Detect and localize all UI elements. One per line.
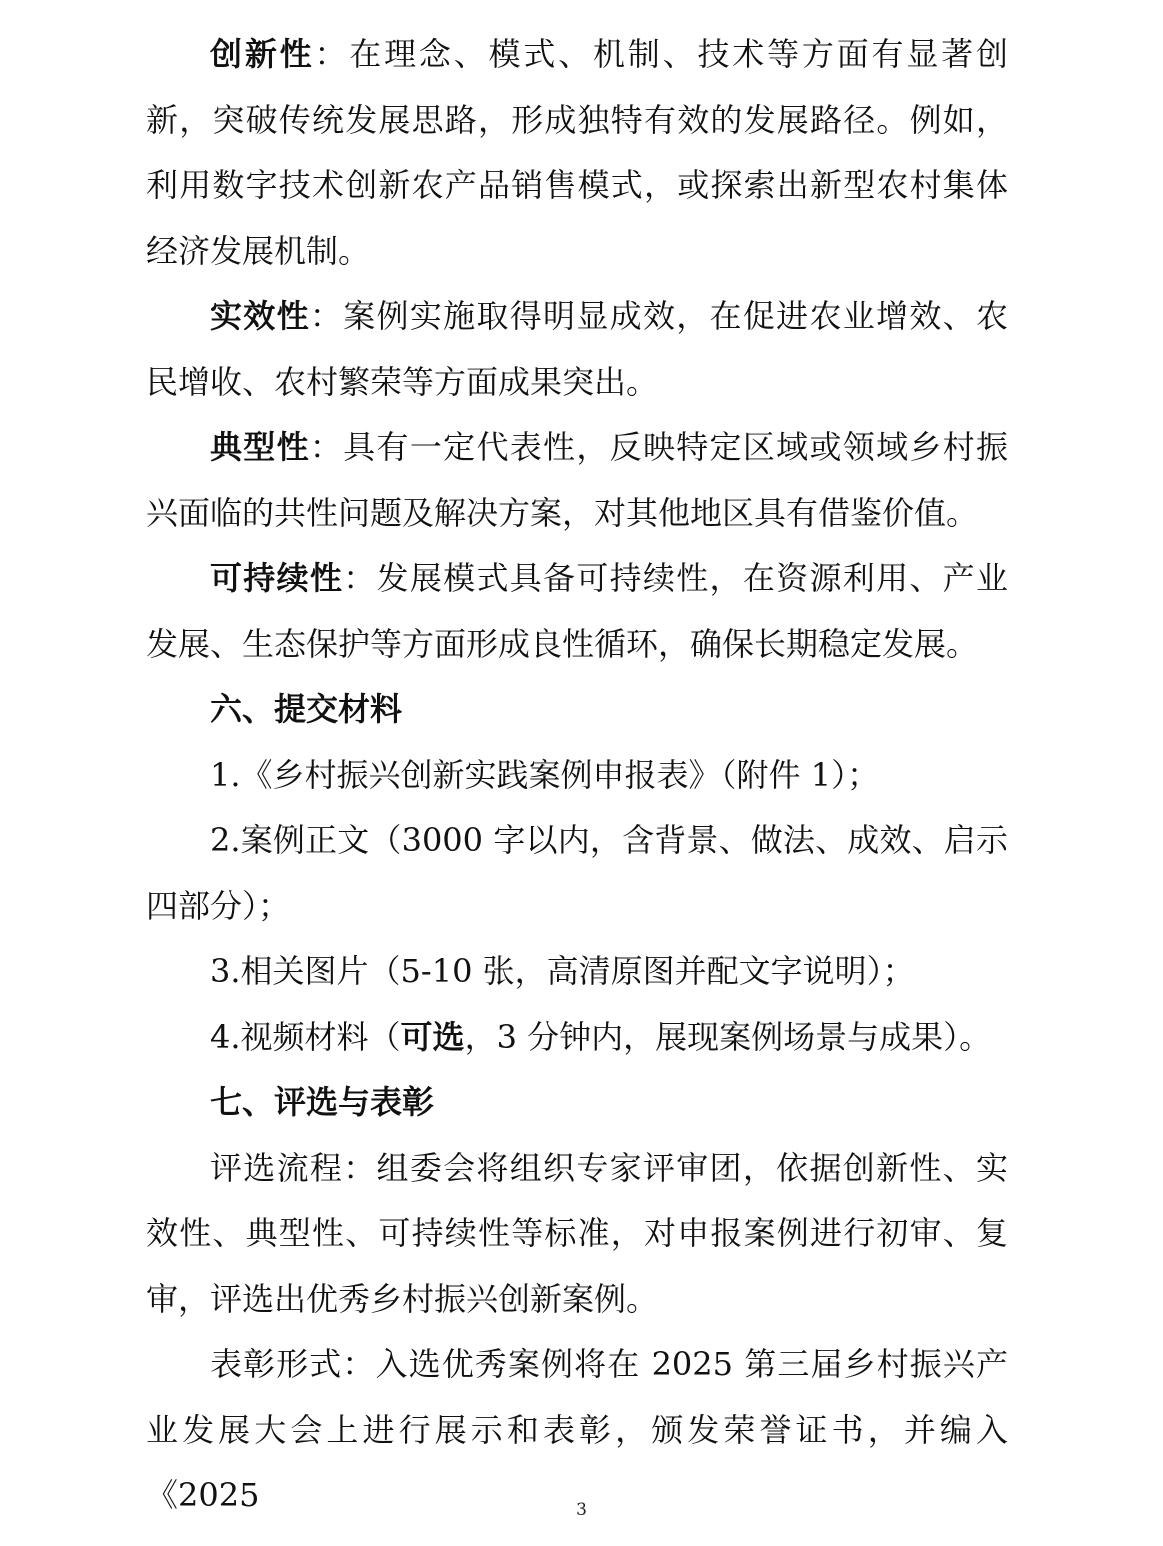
material-item-2: 2.案例正文（3000 字以内，含背景、做法、成效、启示四部分）； (146, 821, 1008, 925)
document-body (146, 22, 1008, 1529)
commendation-form: 表彰形式：入选优秀案例将在 2025 第三届乡村振兴产业发展大会上进行展示和表彰，颁发荣誉证书，并编入《2025 (146, 1345, 1008, 1514)
material-item-1: 1.《乡村振兴创新实践案例申报表》（附件 1）； (210, 755, 880, 794)
criterion-colon: ： (314, 35, 350, 73)
criterion-colon: ： (343, 559, 377, 597)
criterion-colon: ： (309, 428, 344, 466)
section7-heading: 七、评选与表彰 (210, 1083, 435, 1121)
criterion-colon: ： (309, 297, 344, 335)
criterion-term: 实效性 (210, 297, 310, 335)
criterion-text: 案例实施取得明显成效，在促进农业增效、农民增收、农村繁荣等方面成果突出。 (146, 297, 1008, 401)
criterion-sustainability (146, 546, 1008, 677)
selection-process: 评选流程：组委会将组织专家评审团，依据创新性、实效性、典型性、可持续性等标准，对申报案例进行初审、复审，评选出优秀乡村振兴创新案例。 (146, 1148, 1008, 1318)
item4-after: ，3 分钟内，展现案例场景与成果）。 (464, 1017, 992, 1056)
criterion-term: 可持续性 (210, 559, 344, 597)
criterion-text: 发展模式具备可持续性，在资源利用、产业发展、生态保护等方面形成良性循环，确保长期稳定发展。 (146, 559, 1008, 663)
item4-optional: 可选 (400, 1017, 465, 1056)
page-number: 3 (576, 1500, 587, 1520)
material-item-3: 3.相关图片（5-10 张，高清原图并配文字说明）； (210, 952, 915, 990)
item4-before: 4.视频材料（ (210, 1017, 401, 1056)
criterion-innovation (146, 22, 1008, 284)
material-item-4 (146, 1005, 1008, 1071)
criterion-effectiveness (146, 284, 1008, 415)
criterion-text: 具有一定代表性，反映特定区域或领域乡村振兴面临的共性问题及解决方案，对其他地区具有借鉴价值。 (146, 428, 1008, 532)
section6-heading: 六、提交材料 (210, 690, 403, 728)
criterion-text: 在理念、模式、机制、技术等方面有显著创新，突破传统发展思路，形成独特有效的发展路径。例如，利用数字技术创新农产品销售模式，或探索出新型农村集体经济发展机制。 (146, 35, 1008, 270)
criterion-term: 创新性 (210, 35, 315, 73)
criterion-term: 典型性 (210, 428, 310, 466)
criterion-typicality (146, 415, 1008, 546)
